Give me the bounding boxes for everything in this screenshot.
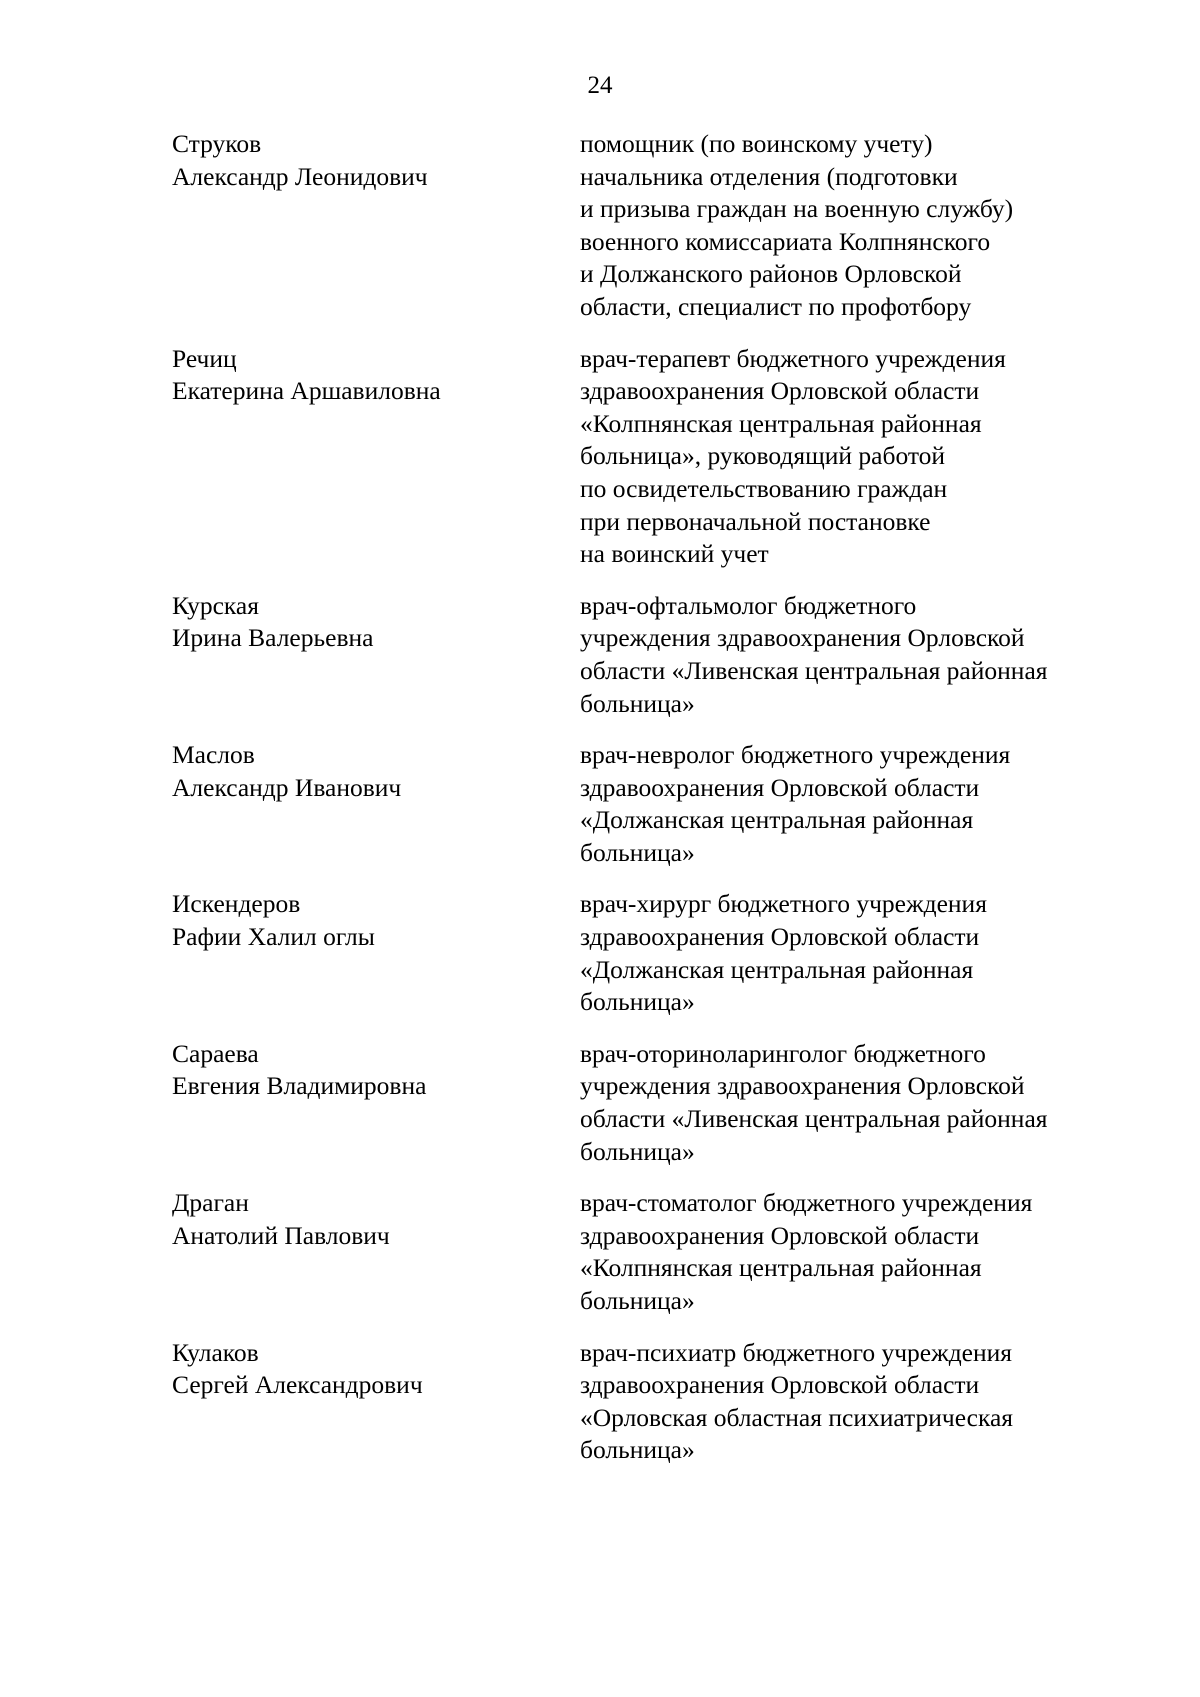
member-name (172, 1038, 580, 1168)
position-line: больница», руководящий работой (580, 441, 946, 471)
member-entry (172, 590, 1122, 720)
member-entry (172, 1187, 1122, 1317)
position-line: начальника отделения (подготовки (580, 161, 958, 191)
position-line: здравоохранения Орловской области (580, 1370, 980, 1400)
member-entry (172, 739, 1122, 869)
position-line: «Орловская областная психиатрическая (580, 1402, 1014, 1432)
member-position (580, 1038, 1122, 1168)
member-position (580, 888, 1122, 1018)
member-given-names: Евгения Владимировна (172, 1071, 427, 1101)
member-given-names: Екатерина Аршавиловна (172, 376, 441, 406)
member-position (580, 1337, 1122, 1467)
member-position (580, 128, 1122, 324)
position-line: больница» (580, 987, 695, 1017)
position-line: врач-оториноларинголог бюджетного (580, 1038, 986, 1068)
position-line: здравоохранения Орловской области (580, 922, 980, 952)
position-line: и Должанского районов Орловской (580, 259, 962, 289)
member-name (172, 1337, 580, 1467)
member-name (172, 128, 580, 324)
position-line: военного комиссариата Колпнянского (580, 226, 991, 256)
position-line: врач-офтальмолог бюджетного (580, 590, 917, 620)
position-line: области, специалист по профотбору (580, 291, 972, 321)
member-position (580, 590, 1122, 720)
member-given-names: Рафии Халил оглы (172, 922, 375, 952)
position-line: на воинский учет (580, 539, 769, 569)
page-number: 24 (587, 72, 613, 99)
member-name (172, 1187, 580, 1317)
member-name (172, 343, 580, 571)
member-list (172, 128, 1122, 1486)
position-line: «Должанская центральная районная (580, 954, 974, 984)
member-surname: Курская (172, 590, 259, 620)
position-line: врач-психиатр бюджетного учреждения (580, 1337, 1013, 1367)
position-line: больница» (580, 1136, 695, 1166)
position-line: при первоначальной постановке (580, 506, 931, 536)
member-given-names: Александр Леонидович (172, 161, 428, 191)
position-line: по освидетельствованию граждан (580, 473, 948, 503)
position-line: больница» (580, 688, 695, 718)
member-given-names: Александр Иванович (172, 772, 402, 802)
position-line: больница» (580, 1286, 695, 1315)
member-entry (172, 128, 1122, 324)
member-entry (172, 1038, 1122, 1168)
position-line: врач-невролог бюджетного учреждения (580, 740, 1011, 770)
position-line: учреждения здравоохранения Орловской (580, 1071, 1025, 1101)
member-entry (172, 1337, 1122, 1467)
position-line: области «Ливенская центральная районная (580, 1104, 1048, 1134)
member-name (172, 888, 580, 1018)
member-surname: Сараева (172, 1038, 259, 1068)
position-line: здравоохранения Орловской области (580, 772, 980, 802)
member-surname: Струков (172, 129, 262, 158)
position-line: здравоохранения Орловской области (580, 1220, 980, 1250)
member-given-names: Ирина Валерьевна (172, 623, 374, 653)
member-name (172, 590, 580, 720)
member-surname: Драган (172, 1188, 249, 1218)
position-line: больница» (580, 837, 695, 867)
position-line: области «Ливенская центральная районная (580, 655, 1048, 685)
member-given-names: Сергей Александрович (172, 1370, 423, 1400)
position-line: «Колпнянская центральная районная (580, 1253, 982, 1283)
member-entry (172, 888, 1122, 1018)
position-line: помощник (по воинскому учету) (580, 129, 933, 158)
position-line: врач-терапевт бюджетного учреждения (580, 343, 1006, 373)
member-surname: Маслов (172, 740, 255, 770)
position-line: и призыва граждан на военную службу) (580, 194, 1014, 224)
position-line: больница» (580, 1435, 695, 1465)
position-line: здравоохранения Орловской области (580, 376, 980, 406)
member-position (580, 1187, 1122, 1317)
position-line: «Должанская центральная районная (580, 805, 974, 835)
position-line: врач-стоматолог бюджетного учреждения (580, 1188, 1033, 1218)
member-name (172, 739, 580, 869)
position-line: врач-хирург бюджетного учреждения (580, 889, 987, 919)
member-surname: Кулаков (172, 1337, 259, 1367)
position-line: учреждения здравоохранения Орловской (580, 623, 1025, 653)
member-position (580, 739, 1122, 869)
member-entry (172, 343, 1122, 571)
member-surname: Речиц (172, 343, 237, 373)
member-surname: Искендеров (172, 889, 301, 919)
member-position (580, 343, 1122, 571)
member-given-names: Анатолий Павлович (172, 1220, 390, 1250)
position-line: «Колпнянская центральная районная (580, 408, 982, 438)
